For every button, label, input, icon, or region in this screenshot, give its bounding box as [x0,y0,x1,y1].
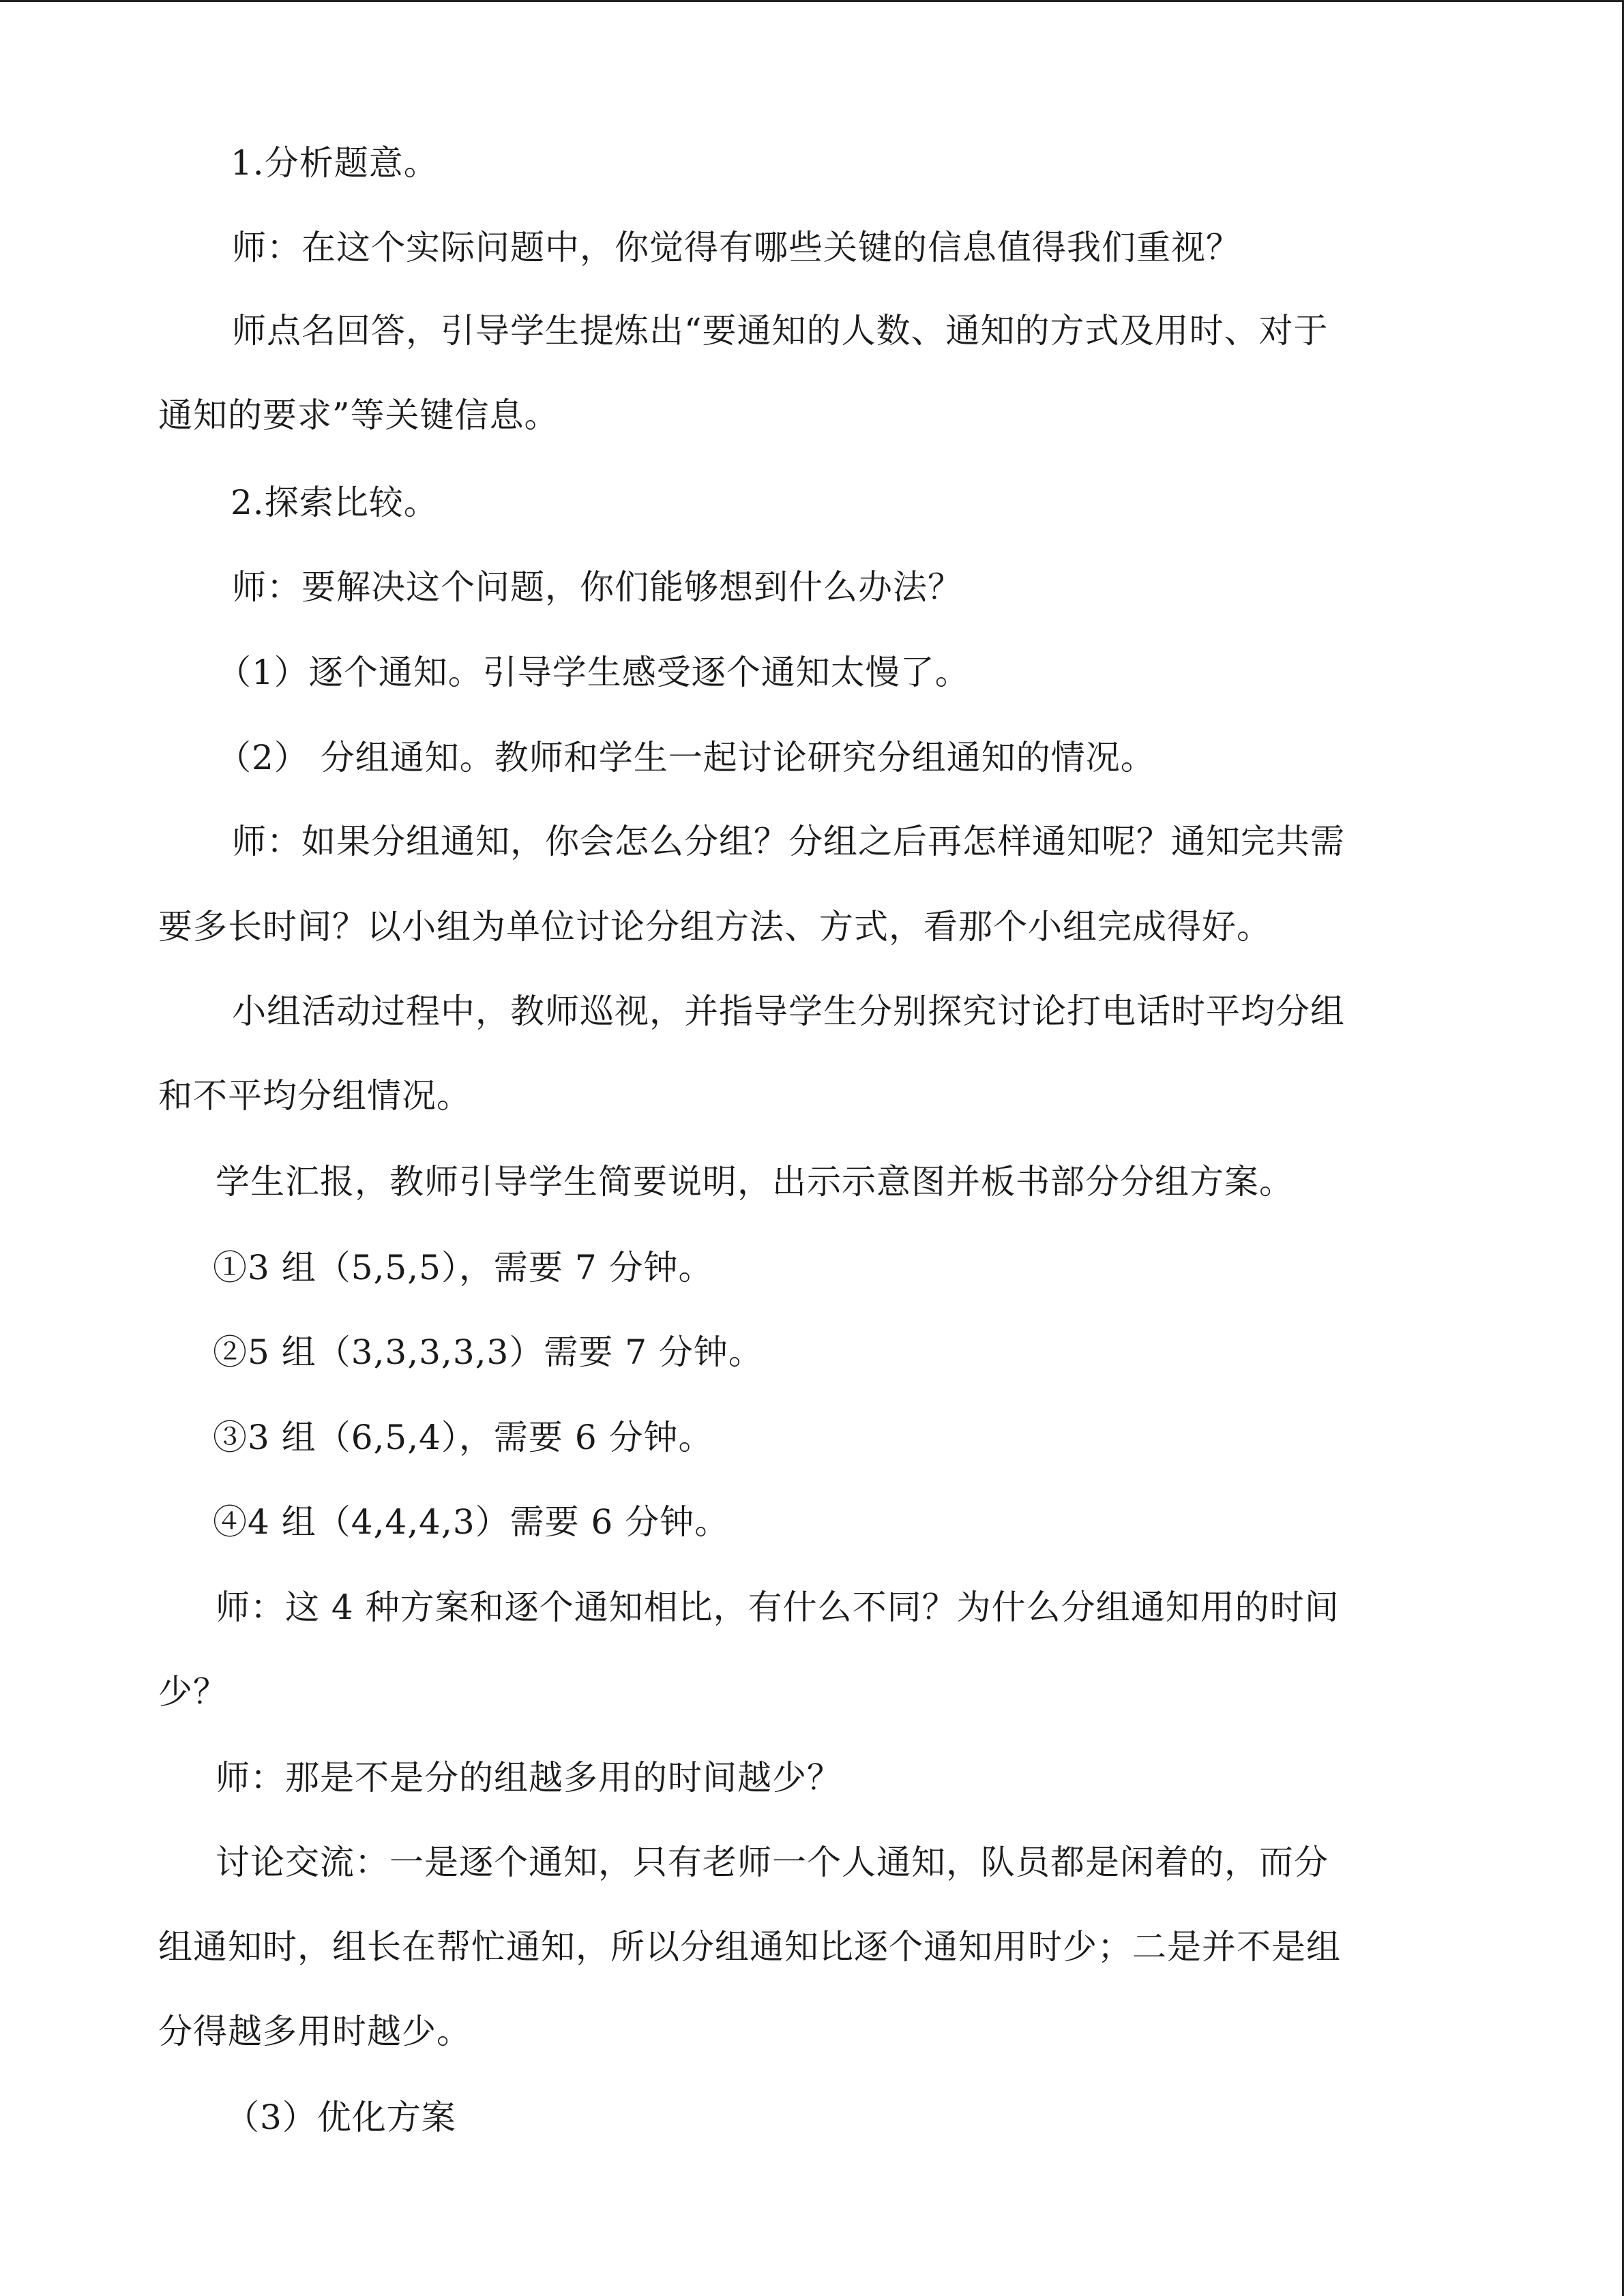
paragraph-activity-line-1: 小组活动过程中，教师巡视，并指导学生分别探究讨论打电话时平均分组 [232,992,1345,1031]
paragraph-discussion-line-2: 组通知时，组长在帮忙通知，所以分组通知比逐个通知用时少；二是并不是组 [158,1927,1341,1967]
plan-3: ③3 组（6,5,4），需要 6 分钟。 [213,1418,713,1457]
paragraph-compare-line-1: 师：这 4 种方案和逐个通知相比，有什么不同？为什么分组通知用的时间 [216,1587,1340,1627]
paragraph-method-2: （2） 分组通知。教师和学生一起讨论研究分组通知的情况。 [217,738,1155,777]
paragraph-teacher-question-2: 师：要解决这个问题，你们能够想到什么办法？ [232,567,962,607]
plan-1: ①3 组（5,5,5），需要 7 分钟。 [213,1248,713,1287]
paragraph-compare-line-2: 少？ [158,1672,228,1712]
paragraph-teacher-question-3: 师：那是不是分的组越多用的时间越少？ [216,1758,842,1798]
paragraph-grouping-line-2: 要多长时间？以小组为单位讨论分组方法、方式，看那个小组完成得好。 [158,907,1271,946]
paragraph-activity-line-2: 和不平均分组情况。 [158,1076,471,1116]
paragraph-grouping-line-1: 师：如果分组通知，你会怎么分组？分组之后再怎样通知呢？通知完共需 [232,822,1345,861]
heading-analyze: 1.分析题意。 [231,143,439,183]
paragraph-answer-line-1: 师点名回答，引导学生提炼出“要通知的人数、通知的方式及用时、对于 [232,311,1329,351]
heading-explore: 2.探索比较。 [231,483,439,522]
paragraph-teacher-question-1: 师：在这个实际问题中，你觉得有哪些关键的信息值得我们重视？ [232,228,1241,267]
plan-4: ④4 组（4,4,4,3）需要 6 分钟。 [213,1502,730,1542]
heading-optimize: （3）优化方案 [225,2098,456,2137]
plan-2: ②5 组（3,3,3,3,3）需要 7 分钟。 [213,1332,763,1372]
paragraph-discussion-line-1: 讨论交流：一是逐个通知，只有老师一个人通知，队员都是闲着的，而分 [216,1843,1329,1882]
paragraph-report: 学生汇报，教师引导学生简要说明，出示示意图并板书部分分组方案。 [216,1162,1294,1202]
paragraph-discussion-line-3: 分得越多用时越少。 [158,2012,471,2051]
paragraph-method-1: （1）逐个通知。引导学生感受逐个通知太慢了。 [217,653,970,692]
paragraph-answer-line-2: 通知的要求”等关键信息。 [158,396,559,435]
